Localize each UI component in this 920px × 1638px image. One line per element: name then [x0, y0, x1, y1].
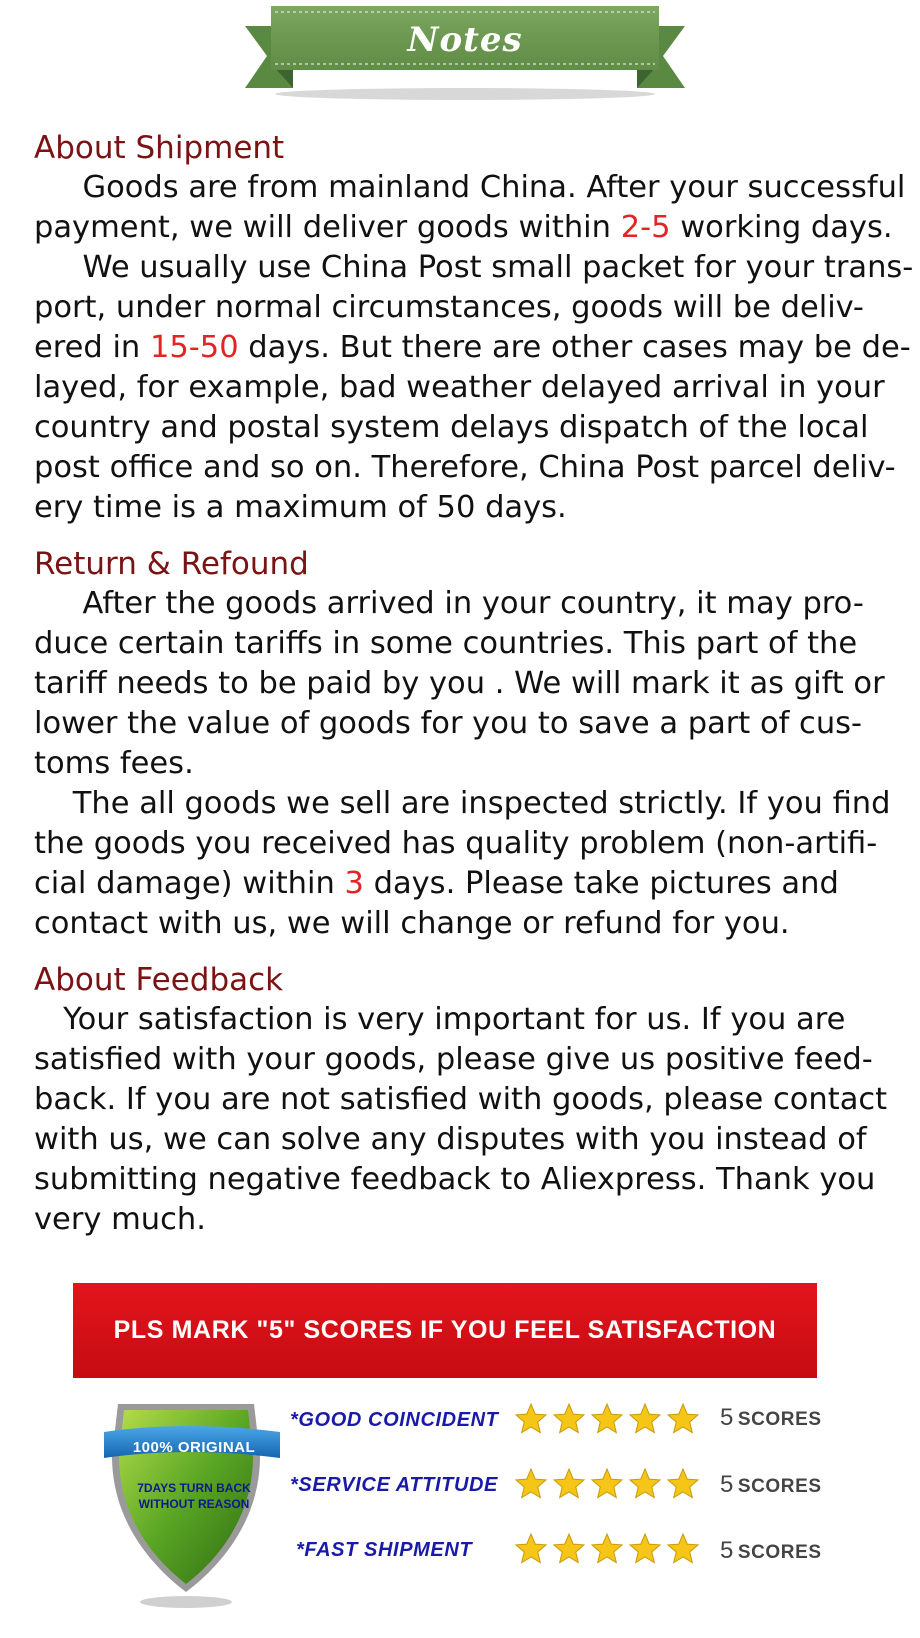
- text-segment: back. If you are not satisfied with goods, please contact: [34, 1082, 888, 1117]
- score-unit: SCORES: [737, 1409, 822, 1430]
- text-segment: The all goods we sell are inspected strictly. If you find: [34, 786, 891, 821]
- text-segment: post office and so on. Therefore, China Post parcel deliv-: [34, 450, 896, 485]
- text-segment: days. Please take pictures and: [363, 866, 839, 901]
- star-icon: [514, 1532, 548, 1566]
- text-segment: country and postal system delays dispatch of the local: [34, 410, 869, 445]
- text-line: [34, 744, 914, 784]
- text-segment: contact with us, we will change or refund for you.: [34, 906, 790, 941]
- text-segment: After the goods arrived in your country, it may pro-: [34, 586, 864, 621]
- star-icon: [666, 1532, 700, 1566]
- star-icon: [628, 1532, 662, 1566]
- star-rating: [514, 1532, 700, 1566]
- text-line: [34, 704, 914, 744]
- star-rating: [514, 1402, 700, 1436]
- text-line: [34, 248, 914, 288]
- star-rating: [514, 1467, 700, 1501]
- paragraph: [34, 1000, 914, 1240]
- star-icon: [590, 1402, 624, 1436]
- text-segment: satisfied with your goods, please give us positive feed-: [34, 1042, 873, 1077]
- star-icon: [552, 1402, 586, 1436]
- text-segment: with us, we can solve any disputes with you instead of: [34, 1122, 867, 1157]
- rating-score: [720, 1404, 822, 1432]
- rating-label: *FAST SHIPMENT: [296, 1539, 473, 1561]
- score-unit: SCORES: [737, 1476, 822, 1497]
- text-segment: days. But there are other cases may be de-: [238, 330, 911, 365]
- text-line: [34, 1200, 914, 1240]
- text-segment: the goods you received has quality problem (non-artifi-: [34, 826, 878, 861]
- text-line: [34, 824, 914, 864]
- text-line: [34, 168, 914, 208]
- text-segment: We usually use China Post small packet for your trans-: [34, 250, 914, 285]
- rating-score: [720, 1537, 822, 1565]
- text-segment: Goods are from mainland China. After your successful: [34, 170, 906, 205]
- section-shipment: [34, 128, 914, 528]
- rating-label: *SERVICE ATTITUDE: [290, 1474, 498, 1496]
- badge-line: 7DAYS TURN BACK: [137, 1481, 251, 1495]
- banner-text: PLS MARK "5" SCORES IF YOU FEEL SATISFACTION: [113, 1316, 777, 1344]
- satisfaction-banner: [73, 1283, 817, 1378]
- text-line: [34, 1120, 914, 1160]
- text-segment: port, under normal circumstances, goods will be deliv-: [34, 290, 864, 325]
- text-line: [34, 328, 914, 368]
- text-segment: ered in: [34, 330, 150, 365]
- text-line: [34, 368, 914, 408]
- highlight-number: 3: [344, 866, 364, 901]
- text-line: [34, 784, 914, 824]
- score-value: 5: [720, 1471, 734, 1498]
- star-icon: [628, 1402, 662, 1436]
- text-segment: tariff needs to be paid by you . We will mark it as gift or: [34, 666, 885, 701]
- section-title: About Feedback: [34, 962, 284, 998]
- text-segment: payment, we will deliver goods within: [34, 210, 621, 245]
- notes-title: Notes: [407, 20, 523, 60]
- highlight-number: 15-50: [149, 330, 239, 365]
- score-value: 5: [720, 1537, 734, 1564]
- section-feedback: [34, 960, 914, 1240]
- text-line: [34, 448, 914, 488]
- text-segment: submitting negative feedback to Aliexpress. Thank you: [34, 1162, 876, 1197]
- text-segment: lower the value of goods for you to save a part of cus-: [34, 706, 863, 741]
- section-title: About Shipment: [34, 130, 285, 166]
- paragraph: [34, 248, 914, 528]
- text-segment: Your satisfaction is very important for us. If you are: [34, 1002, 846, 1037]
- text-line: [34, 904, 914, 944]
- text-line: [34, 408, 914, 448]
- badge-title: 100% ORIGINAL: [132, 1439, 256, 1456]
- text-segment: ery time is a maximum of 50 days.: [34, 490, 567, 525]
- highlight-number: 2-5: [620, 210, 671, 245]
- text-segment: cial damage) within: [34, 866, 345, 901]
- star-icon: [514, 1402, 548, 1436]
- rating-label: *GOOD COINCIDENT: [290, 1409, 499, 1431]
- text-line: [34, 1040, 914, 1080]
- text-line: [34, 488, 914, 528]
- paragraph: [34, 784, 914, 944]
- text-line: [34, 208, 914, 248]
- text-line: [34, 864, 914, 904]
- text-line: [34, 624, 914, 664]
- text-line: [34, 288, 914, 328]
- notes-ribbon: [245, 6, 685, 106]
- badge-line: WITHOUT REASON: [138, 1497, 250, 1511]
- star-icon: [514, 1467, 548, 1501]
- text-line: [34, 1080, 914, 1120]
- paragraph: [34, 584, 914, 784]
- text-segment: working days.: [670, 210, 893, 245]
- star-icon: [666, 1467, 700, 1501]
- star-icon: [552, 1532, 586, 1566]
- paragraph: [34, 168, 914, 248]
- text-line: [34, 1160, 914, 1200]
- text-line: [34, 664, 914, 704]
- text-segment: toms fees.: [34, 746, 194, 781]
- original-shield-badge: [104, 1396, 284, 1610]
- star-icon: [628, 1467, 662, 1501]
- text-segment: very much.: [34, 1202, 206, 1237]
- section-title: Return & Refound: [34, 546, 309, 582]
- rating-score: [720, 1471, 822, 1499]
- badge-subtitle: [116, 1480, 272, 1512]
- notes-content: [34, 128, 914, 1240]
- star-icon: [666, 1402, 700, 1436]
- section-return: [34, 544, 914, 944]
- score-value: 5: [720, 1404, 734, 1431]
- text-line: [34, 1000, 914, 1040]
- text-line: [34, 584, 914, 624]
- text-segment: layed, for example, bad weather delayed arrival in your: [34, 370, 885, 405]
- star-icon: [590, 1467, 624, 1501]
- text-segment: duce certain tariffs in some countries. This part of the: [34, 626, 858, 661]
- star-icon: [552, 1467, 586, 1501]
- star-icon: [590, 1532, 624, 1566]
- score-unit: SCORES: [737, 1542, 822, 1563]
